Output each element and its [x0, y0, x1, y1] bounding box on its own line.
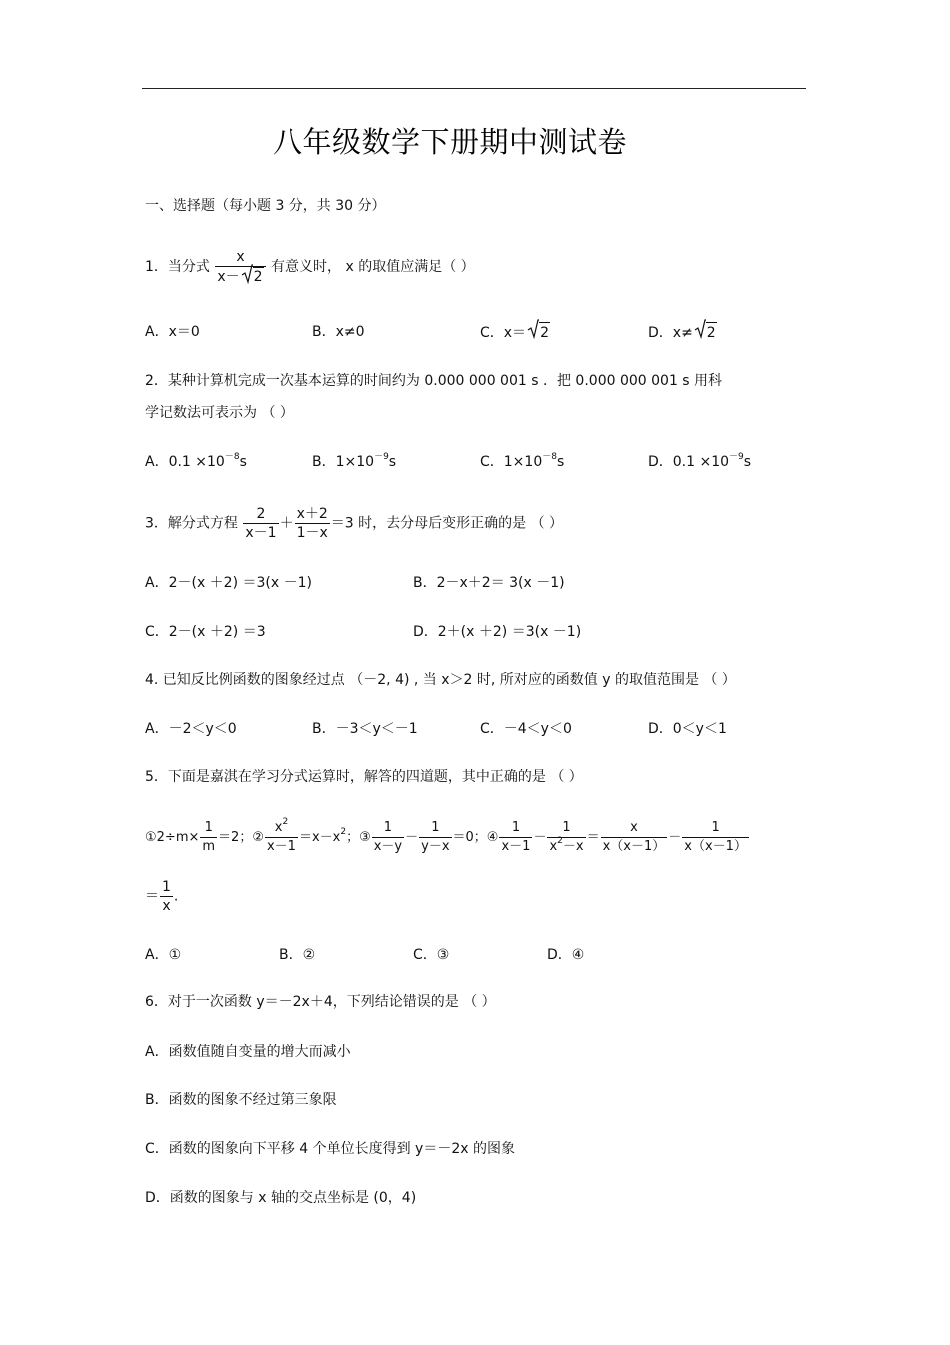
q1-den-text: x－	[217, 269, 240, 285]
q1-numerator: x	[215, 248, 265, 267]
q2-option-a	[145, 452, 247, 472]
q5-e3-fraction-2	[419, 819, 451, 856]
q1-radicand: 2	[253, 269, 263, 285]
q5-e3-f1-num: 1	[372, 819, 404, 838]
q5-e4-f2-num: 1	[547, 819, 585, 838]
q2-option-d	[648, 452, 751, 472]
q2-c-base: C．1×10	[480, 454, 543, 470]
q2-b-exp: －9	[374, 452, 389, 462]
q6-option-a: A．函数值随自变量的增大而减小	[145, 1044, 351, 1060]
q5-e4-minus: －	[533, 830, 547, 845]
q4-option-a: A．－2＜y＜0	[145, 721, 237, 737]
question-5: 5．下面是嘉淇在学习分式运算时，解答的四道题，其中正确的是 （ ）	[145, 769, 583, 785]
q5-e2-tail: ＝x－x	[298, 830, 341, 845]
question-3	[145, 505, 563, 542]
sqrt-icon	[527, 322, 550, 343]
question-4: 4. 已知反比例函数的图象经过点 （－2, 4) , 当 x＞2 时, 所对应的函数值 y 的取值范围是 （ ）	[145, 672, 736, 688]
q5-e4-fraction-1	[499, 819, 532, 856]
q1-d-radicand: 2	[706, 322, 717, 343]
q5-e2-fraction	[265, 819, 298, 856]
q3-tail: ＝3 时，去分母后变形正确的是 （ ）	[330, 515, 564, 532]
q5-option-c: C．③	[413, 947, 450, 963]
q3-lead: 3．解分式方程	[145, 515, 238, 532]
q3-f1-num: 2	[243, 505, 278, 524]
q2-c-unit: s	[556, 454, 565, 470]
q5-expression-continued	[145, 878, 178, 915]
q2-a-base: A．0.1 ×10	[145, 454, 225, 470]
q5-e4-f3-den: x（x－1）	[602, 839, 666, 854]
q5-e2-tail-b: ；③	[346, 830, 371, 845]
q1-d-text: D．x≠	[648, 325, 693, 341]
question-2-line-2: 学记数法可表示为 （ ）	[145, 405, 294, 421]
q5-e4-f4-den: x（x－1）	[684, 839, 747, 854]
sqrt-icon	[694, 322, 717, 343]
q6-option-d: D．函数的图象与 x 轴的交点坐标是 (0，4)	[145, 1190, 417, 1206]
q5-e4-fraction-2	[547, 819, 585, 856]
q1-option-a: A．x＝0	[145, 324, 200, 340]
q5-e3-f2-num: 1	[419, 819, 451, 838]
section-heading: 一、选择题（每小题 3 分，共 30 分）	[145, 198, 386, 214]
q5-e4-minus-2: －	[668, 830, 682, 845]
q5-e4-f2-den-rest: －x	[562, 839, 584, 854]
q5-e1-tail: ＝2；②	[218, 830, 264, 845]
question-2-line-1: 2．某种计算机完成一次基本运算的时间约为 0.000 000 001 s ．把 0.000 000 001 s 用科	[145, 373, 723, 389]
q5-e3-fraction-1	[372, 819, 404, 856]
q5-line2-fraction	[160, 878, 173, 915]
q4-option-c: C．－4＜y＜0	[480, 721, 572, 737]
q2-d-base: D．0.1 ×10	[648, 454, 730, 470]
q3-f2-num: x＋2	[296, 506, 328, 522]
q5-line2-equals: ＝	[145, 888, 159, 905]
q3-option-c: C．2－(x ＋2) ＝3	[145, 624, 266, 640]
q2-a-unit: s	[239, 454, 247, 470]
question-1	[145, 248, 475, 286]
q5-e2-num-base: x	[274, 820, 283, 835]
q3-plus: ＋	[279, 515, 294, 532]
q3-f2-den: 1－x	[296, 525, 328, 541]
q1-fraction	[215, 248, 265, 286]
q5-e3-f2-den: y－x	[421, 839, 450, 854]
question-6: 6．对于一次函数 y＝－2x＋4，下列结论错误的是 （ ）	[145, 994, 496, 1010]
q5-e1-den: m	[202, 839, 216, 854]
q1-option-b: B．x≠0	[312, 324, 365, 340]
q5-option-d: D．④	[547, 947, 585, 963]
sqrt-icon	[241, 267, 264, 286]
q1-c-text: C．x＝	[480, 325, 527, 341]
q5-option-a: A．①	[145, 947, 182, 963]
q5-e4-fraction-3	[601, 819, 668, 856]
q5-e4-f2-den	[547, 838, 585, 856]
q5-e2-num-exp: 2	[282, 817, 289, 827]
q1-option-d	[648, 322, 717, 343]
q2-c-exp: －8	[542, 452, 557, 462]
q5-e4-f4-num: 1	[682, 819, 749, 838]
q3-fraction-2	[295, 505, 330, 542]
q6-option-b: B．函数的图象不经过第三象限	[145, 1092, 337, 1108]
q5-line2-den: x	[162, 898, 171, 914]
q5-e4-f3-num: x	[601, 819, 668, 838]
q5-line2-end: .	[173, 888, 179, 905]
q5-e3-tail: ＝0；④	[452, 830, 499, 845]
page-title: 八年级数学下册期中测试卷	[272, 125, 627, 159]
q5-e1-lead: ①2÷m×	[145, 830, 200, 845]
q5-expressions	[145, 819, 750, 856]
q6-option-c: C．函数的图象向下平移 4 个单位长度得到 y＝－2x 的图象	[145, 1141, 515, 1157]
q1-tail: 有意义时， x 的取值应满足（ ）	[271, 259, 475, 275]
q1-denominator	[215, 267, 265, 286]
q1-option-c	[480, 322, 550, 343]
q5-e2-den: x－1	[266, 839, 296, 854]
q4-option-d: D．0＜y＜1	[648, 721, 727, 737]
q2-a-exp: －8	[224, 452, 240, 462]
q5-e4-f1-den: x－1	[501, 839, 531, 854]
header-rule	[142, 88, 806, 89]
q5-e3-minus: －	[405, 830, 419, 845]
q2-option-c	[480, 452, 564, 472]
q3-fraction-1	[243, 505, 278, 542]
q2-b-base: B．1×10	[312, 454, 375, 470]
q5-e4-equals: ＝	[586, 830, 600, 845]
q5-e4-f2-den-base: x	[549, 839, 558, 854]
q5-e4-fraction-4	[682, 819, 749, 856]
q2-d-unit: s	[743, 454, 752, 470]
q5-e1-num: 1	[200, 819, 217, 838]
q1-c-radicand: 2	[539, 322, 550, 343]
q5-line2-num: 1	[162, 879, 171, 895]
q3-f1-den: x－1	[245, 525, 277, 541]
q1-lead: 1．当分式	[145, 259, 210, 275]
q2-option-b	[312, 452, 396, 472]
q5-e2-num	[265, 819, 298, 838]
q4-option-b: B．－3＜y＜－1	[312, 721, 418, 737]
q5-e1-fraction	[200, 819, 217, 856]
q5-e3-f1-den: x－y	[373, 839, 403, 854]
q2-b-unit: s	[388, 454, 397, 470]
q2-d-exp: －9	[729, 452, 744, 462]
q5-e4-f2-den-exp: 2	[557, 836, 563, 846]
q5-e4-f1-num: 1	[499, 819, 532, 838]
q5-e2-tail-exp: 2	[340, 827, 347, 837]
q3-option-b: B．2－x＋2＝ 3(x －1)	[413, 575, 565, 591]
q3-option-d: D．2＋(x ＋2) ＝3(x －1)	[413, 624, 582, 640]
q3-option-a: A．2－(x ＋2) ＝3(x －1)	[145, 575, 312, 591]
q5-option-b: B．②	[279, 947, 316, 963]
